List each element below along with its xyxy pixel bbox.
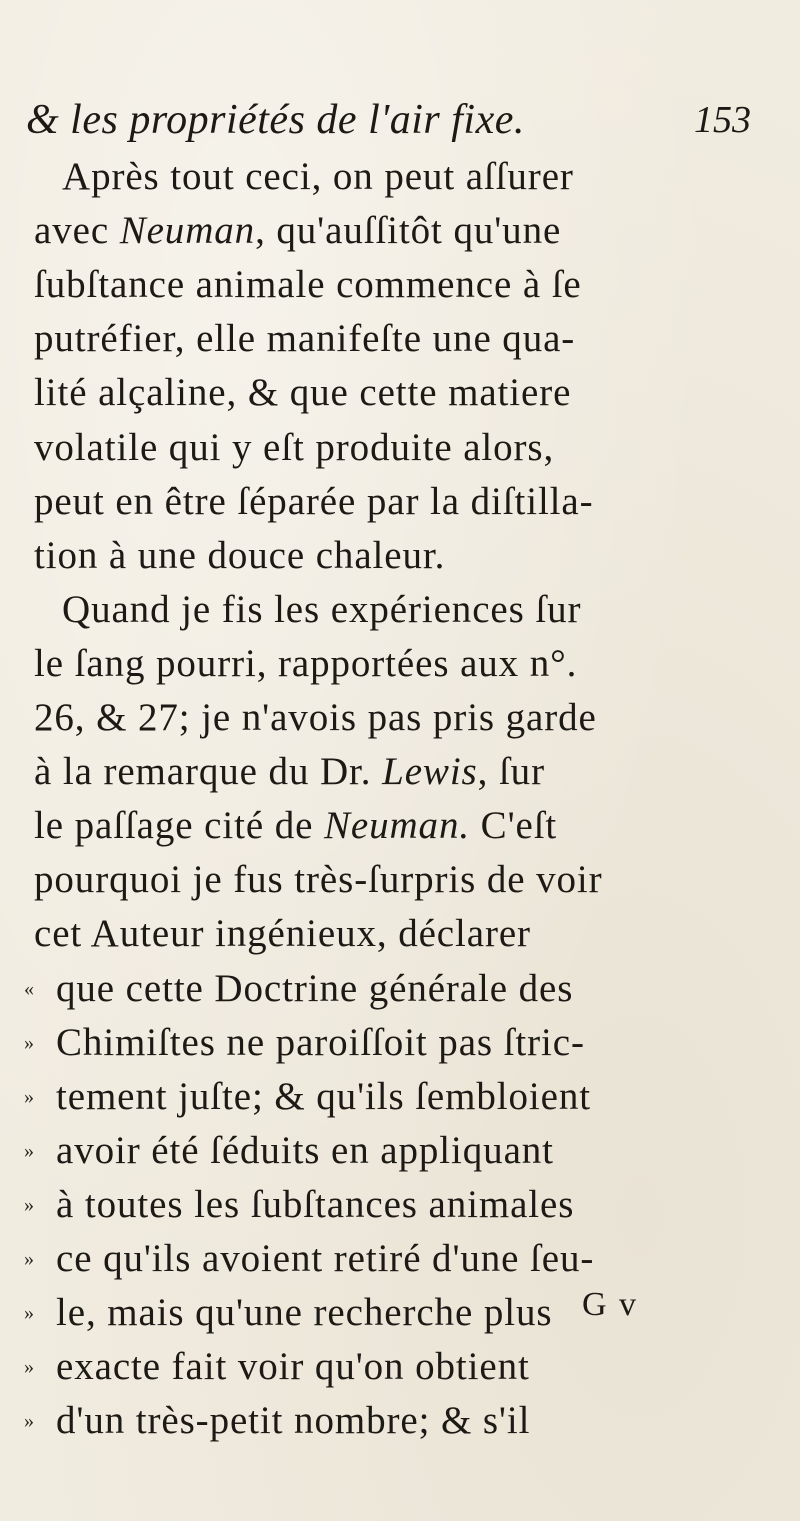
text-line [34, 907, 531, 961]
text-line [56, 1124, 554, 1178]
text-line [62, 150, 574, 204]
running-head [0, 96, 800, 148]
text-line [34, 366, 571, 420]
italic-text: Neuman. [323, 804, 470, 848]
quote-mark: « [24, 977, 34, 1000]
line-text: putréfier, elle manifeſte une qua- [34, 317, 576, 361]
line-text: tement juſte; & qu'ils ſembloient [56, 1074, 591, 1118]
text-line [34, 637, 577, 691]
line-text: C'eſt [470, 804, 558, 848]
line-text: , qu'auſſitôt qu'une [255, 209, 562, 253]
line-text: à la remarque du Dr. [34, 750, 383, 794]
quote-mark: » [24, 1139, 34, 1162]
line-text: ce qu'ils avoient retiré d'une ſeu- [56, 1237, 595, 1280]
line-text: à toutes les ſubſtances animales [56, 1182, 575, 1226]
text-line [56, 1286, 552, 1340]
line-text: exacte fait voir qu'on obtient [56, 1345, 530, 1389]
line-text: pourquoi je fus très-ſurpris de voir [34, 858, 603, 902]
text-line [56, 1232, 594, 1286]
text-line [56, 1070, 591, 1124]
line-text: le, mais qu'une recherche plus [56, 1291, 553, 1335]
line-text: avoir été ſéduits en appliquant [56, 1128, 554, 1172]
line-text: Après tout ceci, on peut aſſurer [62, 155, 574, 198]
italic-text: Neuman [119, 209, 256, 253]
quote-mark: » [24, 1193, 34, 1216]
line-text: ſubſtance animale commence à ſe [34, 263, 582, 307]
line-text: volatile qui y eſt produite alors, [34, 425, 555, 469]
text-line [56, 1340, 530, 1394]
text-line [34, 475, 594, 529]
page-number: 153 [694, 99, 751, 141]
line-text: avec [34, 209, 120, 253]
catchword: G v [582, 1286, 639, 1323]
line-text: peut en être ſéparée par la diſtilla- [34, 479, 594, 523]
line-text: que cette Doctrine générale des [56, 966, 574, 1010]
text-line [62, 583, 581, 637]
text-line [56, 1016, 585, 1070]
quote-mark: » [24, 1356, 34, 1379]
text-line [56, 1178, 574, 1232]
quote-mark: » [24, 1410, 34, 1433]
text-line [34, 204, 561, 258]
running-head-title: & les propriétés de l'air fixe. [26, 97, 525, 143]
text-line [34, 745, 545, 799]
text-line [34, 421, 554, 475]
line-text: , ſur [477, 750, 545, 794]
line-text: Quand je fis les expériences ſur [62, 587, 582, 631]
text-line [34, 258, 582, 312]
quote-mark: » [24, 1085, 34, 1108]
quote-mark: » [24, 1248, 34, 1270]
line-text: le paſſage cité de [34, 804, 324, 848]
text-line [34, 312, 575, 366]
text-line [34, 799, 557, 853]
line-text: tion à une douce chaleur. [34, 533, 446, 577]
quote-mark: » [24, 1031, 34, 1054]
text-line [34, 529, 445, 583]
line-text: Chimiſtes ne paroiſſoit pas ſtric- [56, 1020, 585, 1064]
line-text: d'un très-petit nombre; & s'il [56, 1399, 531, 1443]
line-text: 26, & 27; je n'avois pas pris garde [34, 696, 597, 739]
line-text: lité alçaline, & que cette matiere [34, 371, 572, 415]
italic-text: Lewis [382, 750, 478, 794]
line-text: le ſang pourri, rapportées aux n°. [34, 641, 578, 685]
text-line [56, 1394, 530, 1448]
line-text: cet Auteur ingénieux, déclarer [34, 912, 531, 956]
text-line [56, 962, 573, 1016]
text-line [34, 853, 603, 907]
quote-mark: » [24, 1302, 34, 1325]
text-line [34, 691, 597, 745]
